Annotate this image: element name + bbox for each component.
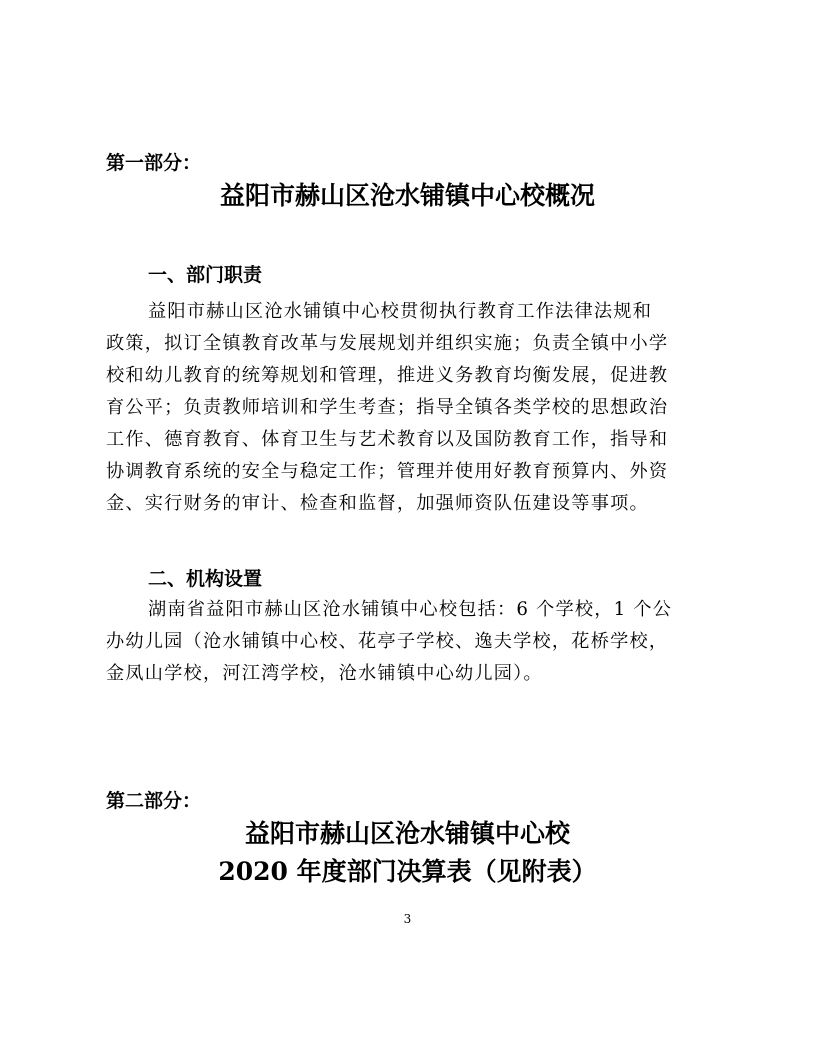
part2-title-line1: 益阳市赫山区沧水铺镇中心校 — [244, 819, 570, 848]
paragraph-line: 办幼儿园（沧水铺镇中心校、花亭子学校、逸夫学校，花桥学校， — [106, 631, 669, 652]
paragraph-line: 工作、德育教育、体育卫生与艺术教育以及国防教育工作，指导和 — [106, 429, 669, 450]
paragraph-line: 协调教育系统的安全与稳定工作；管理并使用好教育预算内、外资 — [106, 461, 669, 482]
paragraph-line: 政策，拟订全镇教育改革与发展规划并组织实施；负责全镇中小学 — [106, 333, 669, 354]
section1-heading: 一、部门职责 — [148, 264, 263, 286]
paragraph-line: 金凤山学校，河江湾学校，沧水铺镇中心幼儿园）。 — [106, 663, 543, 684]
part2-label: 第二部分： — [106, 790, 202, 812]
paragraph-line: 金、实行财务的审计、检查和监督，加强师资队伍建设等事项。 — [106, 493, 649, 514]
section2-heading: 二、机构设置 — [148, 568, 263, 590]
paragraph-line: 育公平；负责教师培训和学生考查；指导全镇各类学校的思想政治 — [106, 397, 669, 418]
paragraph-line: 湖南省益阳市赫山区沧水铺镇中心校包括：6 个学校，1 个公 — [148, 599, 673, 620]
page-number: 3 — [403, 912, 412, 926]
part1-label: 第一部分： — [106, 152, 202, 174]
section2-paragraph — [106, 594, 716, 690]
section1-paragraph — [106, 296, 716, 520]
part1-title: 益阳市赫山区沧水铺镇中心校概况 — [219, 181, 595, 210]
part2-title-line2: 2020 年度部门决算表（见附表） — [218, 857, 597, 886]
paragraph-line: 校和幼儿教育的统筹规划和管理，推进义务教育均衡发展，促进教 — [106, 365, 669, 386]
paragraph-line: 益阳市赫山区沧水铺镇中心校贯彻执行教育工作法律法规和 — [148, 301, 653, 322]
